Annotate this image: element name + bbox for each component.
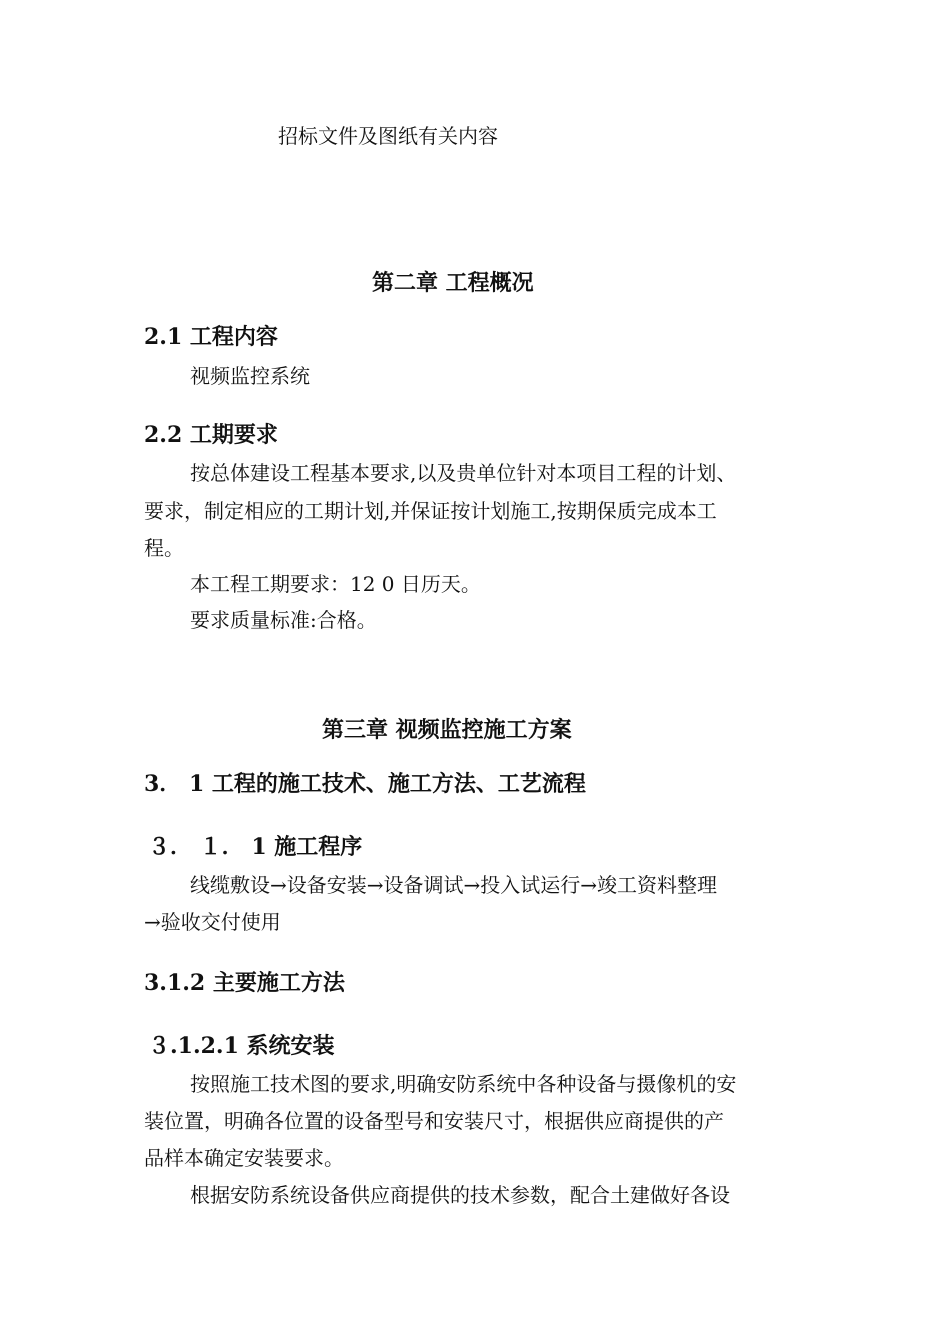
section-2-2-heading: 2.2 工期要求 (144, 422, 278, 448)
chapter-3-title: 第三章 视频监控施工方案 (322, 717, 572, 743)
section-2-1-heading: 2.1 工程内容 (144, 324, 278, 350)
section-3-1-heading: 3． 1 工程的施工技术、施工方法、工艺流程 (144, 771, 586, 797)
chapter-2-title: 第二章 工程概况 (372, 270, 534, 296)
duration-requirement: 本工程工期要求：12 0 日历天。 (190, 572, 481, 596)
quality-standard: 要求质量标准:合格。 (190, 608, 377, 632)
process-line: 线缆敷设→设备安装→设备调试→投入试运行→竣工资料整理 (190, 873, 718, 897)
section-3-1-2-1-heading: ３.1.2.1 系统安装 (148, 1033, 335, 1059)
process-line: →验收交付使用 (144, 910, 281, 934)
section-3-1-1-heading: ３． １． 1 施工程序 (148, 834, 363, 860)
paragraph-line: 要求，制定相应的工期计划,并保证按计划施工,按期保质完成本工 (144, 499, 717, 523)
paragraph-line: 按总体建设工程基本要求,以及贵单位针对本项目工程的计划、 (190, 461, 737, 485)
paragraph-line: 品样本确定安装要求。 (144, 1146, 344, 1170)
paragraph-line: 按照施工技术图的要求,明确安防系统中各种设备与摄像机的安 (190, 1072, 737, 1096)
paragraph-line: 装位置，明确各位置的设备型号和安装尺寸，根据供应商提供的产 (144, 1109, 724, 1133)
section-3-1-2-heading: 3.1.2 主要施工方法 (144, 970, 345, 996)
paragraph-line: 程。 (144, 536, 184, 560)
paragraph-line: 根据安防系统设备供应商提供的技术参数，配合土建做好各设 (190, 1183, 730, 1207)
intro-line: 招标文件及图纸有关内容 (278, 124, 498, 148)
section-2-1-body: 视频监控系统 (190, 364, 310, 388)
